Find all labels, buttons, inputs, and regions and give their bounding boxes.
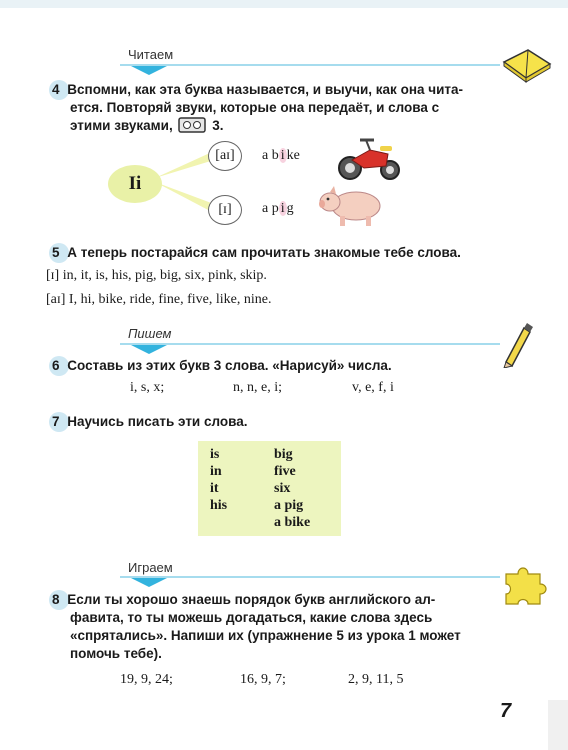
word-his: his <box>210 498 228 513</box>
section-line-playing <box>120 576 500 578</box>
book-icon <box>502 44 552 84</box>
page-number: 7 <box>500 700 512 722</box>
letter-ii: Ii <box>108 165 162 203</box>
word-big: big <box>274 447 293 462</box>
task-4-line-2: ется. Повторяй звуки, которые она передаёт, и слова с <box>70 100 440 115</box>
section-title-playing: Играем <box>128 560 173 575</box>
word-a-bike-copy: a bike <box>274 515 311 530</box>
task-4-line-1: Вспомни, как эта буква называется, и выучи, как она чита- <box>67 82 463 97</box>
task-6-instruction: Составь из этих букв 3 слова. «Нарисуй» числа. <box>67 358 392 373</box>
word-a-pig-pre: a p <box>262 201 279 216</box>
word-a-pig-post: g <box>286 201 294 216</box>
section-line-reading <box>120 64 500 66</box>
task-8-code-1: 19, 9, 24; <box>120 672 173 687</box>
task-5-instruction: А теперь постарайся сам прочитать знакомые тебе слова. <box>67 245 461 260</box>
task-7-number: 7 <box>52 414 60 429</box>
task-5-number: 5 <box>52 245 60 260</box>
task-8-line-4: помочь тебе). <box>70 646 162 661</box>
section-line-writing <box>120 343 500 345</box>
task-8-code-3: 2, 9, 11, 5 <box>348 672 404 687</box>
word-six: six <box>274 481 291 496</box>
section-arrow-writing <box>131 345 167 354</box>
task-8-line-3: «спрятались». Напиши их (упражнение 5 из урока 1 может <box>70 628 461 643</box>
word-box <box>198 441 341 536</box>
cassette-icon[interactable] <box>178 117 206 133</box>
task-4-number: 4 <box>52 82 60 97</box>
sound-i: [ɪ] <box>208 195 242 225</box>
tricycle-picture <box>336 136 404 184</box>
task-6-letters-3: v, e, f, i <box>352 380 394 395</box>
word-a-bike-highlight: i <box>280 148 285 163</box>
section-arrow-playing <box>131 578 167 587</box>
word-a-bike-pre: a b <box>262 148 279 163</box>
task-6-letters-2: n, n, e, i; <box>233 380 282 395</box>
task-4-text <box>52 80 522 99</box>
task-8-text <box>52 590 522 609</box>
word-a-pig <box>262 201 294 217</box>
task-8-number: 8 <box>52 592 60 607</box>
word-a-bike <box>262 148 300 164</box>
task-8-line-2: фавита, то ты можешь догадаться, какие слова здесь <box>70 610 433 625</box>
task-7-instruction: Научись писать эти слова. <box>67 414 248 429</box>
section-title-writing: Пишем <box>128 326 172 341</box>
task-6-text <box>52 356 532 375</box>
word-a-pig-copy: a pig <box>274 498 304 513</box>
page-edge <box>548 700 568 750</box>
task-7-text <box>52 412 532 431</box>
word-five: five <box>274 464 296 479</box>
word-a-bike-post: ke <box>286 148 300 163</box>
task-6-letters-1: i, s, x; <box>130 380 165 395</box>
task-5-row-1: [ɪ] in, it, is, his, pig, big, six, pink, skip. <box>46 268 267 283</box>
word-it: it <box>210 481 219 496</box>
task-5-row-2: [aɪ] I, hi, bike, ride, fine, five, like, nine. <box>46 292 272 307</box>
word-a-pig-highlight: i <box>280 201 285 216</box>
sound-ai: [aɪ] <box>208 141 242 171</box>
task-4-line-3-text: этими звуками, <box>70 118 173 133</box>
task-8-code-2: 16, 9, 7; <box>240 672 286 687</box>
task-5-text <box>52 243 532 262</box>
top-band <box>0 0 568 8</box>
task-6-number: 6 <box>52 358 60 373</box>
section-title-reading: Читаем <box>128 47 174 62</box>
section-arrow-reading <box>131 66 167 75</box>
task-8-line-1: Если ты хорошо знаешь порядок букв английского ал- <box>67 592 436 607</box>
task-4-line-3-end: 3. <box>212 118 224 133</box>
word-in: in <box>210 464 222 479</box>
word-is: is <box>210 447 220 462</box>
task-4-line-3 <box>70 116 530 135</box>
pig-picture <box>318 184 386 230</box>
